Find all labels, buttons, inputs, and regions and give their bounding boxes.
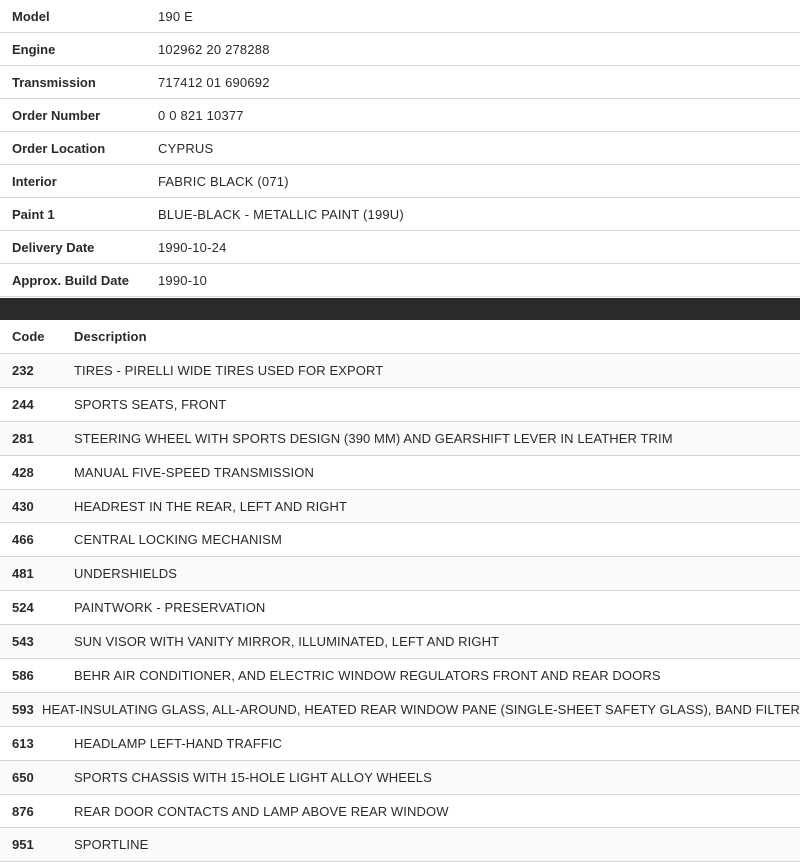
- option-code: 650: [12, 769, 34, 785]
- spec-row-transmission: [0, 66, 800, 99]
- option-code: 593: [12, 701, 34, 717]
- code-row: [0, 693, 800, 727]
- option-description: STEERING WHEEL WITH SPORTS DESIGN (390 MM) AND GEARSHIFT LEVER IN LEATHER TRIM: [74, 430, 673, 446]
- spec-value: CYPRUS: [158, 140, 214, 156]
- spec-value: 0 0 821 10377: [158, 107, 244, 123]
- vehicle-spec-table: [0, 0, 800, 297]
- option-description: SPORTS CHASSIS WITH 15-HOLE LIGHT ALLOY WHEELS: [74, 769, 432, 785]
- spec-label: Approx. Build Date: [12, 272, 130, 288]
- code-row: [0, 557, 800, 591]
- code-row: [0, 422, 800, 456]
- option-description: HEAT-INSULATING GLASS, ALL-AROUND, HEATED REAR WINDOW PANE (SINGLE-SHEET SAFETY GLASS), BAND FILTER: [41, 701, 800, 717]
- spec-label: Order Location: [12, 140, 106, 156]
- spec-value: 102962 20 278288: [158, 41, 270, 57]
- option-code: 281: [12, 430, 34, 446]
- option-code: 428: [12, 464, 34, 480]
- spec-value: 1990-10: [158, 272, 208, 288]
- option-description: HEADREST IN THE REAR, LEFT AND RIGHT: [74, 498, 348, 514]
- option-description: SPORTS SEATS, FRONT: [74, 396, 227, 412]
- option-code: 951: [12, 837, 34, 853]
- option-code: 543: [12, 634, 34, 650]
- option-description: HEADLAMP LEFT-HAND TRAFFIC: [74, 735, 282, 751]
- option-code: 876: [12, 803, 34, 819]
- option-code: 481: [12, 566, 34, 582]
- option-description: MANUAL FIVE-SPEED TRANSMISSION: [74, 464, 314, 480]
- option-description: BEHR AIR CONDITIONER, AND ELECTRIC WINDOW REGULATORS FRONT AND REAR DOORS: [74, 667, 661, 683]
- option-description: REAR DOOR CONTACTS AND LAMP ABOVE REAR WINDOW: [74, 803, 449, 819]
- code-rows: [0, 354, 800, 862]
- spec-row-build-date: [0, 264, 800, 297]
- code-row: [0, 523, 800, 557]
- option-code: 586: [12, 667, 34, 683]
- option-description: CENTRAL LOCKING MECHANISM: [74, 532, 282, 548]
- spec-label: Engine: [12, 41, 56, 57]
- option-description: TIRES - PIRELLI WIDE TIRES USED FOR EXPORT: [74, 362, 384, 378]
- spec-row-engine: [0, 33, 800, 66]
- spec-label: Transmission: [12, 74, 96, 90]
- option-description: SPORTLINE: [74, 837, 149, 853]
- code-row: [0, 761, 800, 795]
- spec-label: Delivery Date: [12, 239, 95, 255]
- spec-row-order-number: [0, 99, 800, 132]
- spec-label: Model: [12, 8, 50, 24]
- spec-label: Paint 1: [12, 206, 55, 222]
- code-row: [0, 591, 800, 625]
- option-code: 244: [12, 396, 34, 412]
- code-row: [0, 456, 800, 490]
- spec-value: 717412 01 690692: [158, 74, 270, 90]
- option-code: 232: [12, 362, 34, 378]
- spec-value: BLUE-BLACK - METALLIC PAINT (199U): [158, 206, 404, 222]
- code-row: [0, 659, 800, 693]
- spec-row-model: [0, 0, 800, 33]
- spec-label: Order Number: [12, 107, 101, 123]
- code-row: [0, 625, 800, 659]
- spec-row-delivery-date: [0, 231, 800, 264]
- option-code: 466: [12, 532, 34, 548]
- spec-row-order-location: [0, 132, 800, 165]
- header-code: Code: [12, 329, 45, 344]
- code-row: [0, 795, 800, 829]
- spec-row-interior: [0, 165, 800, 198]
- section-divider: [0, 298, 800, 320]
- spec-label: Interior: [12, 173, 57, 189]
- spec-row-paint: [0, 198, 800, 231]
- spec-value: 1990-10-24: [158, 239, 227, 255]
- code-row: [0, 388, 800, 422]
- spec-value: 190 E: [158, 8, 193, 24]
- option-code: 430: [12, 498, 34, 514]
- option-codes-table: [0, 320, 800, 862]
- code-row: [0, 828, 800, 862]
- code-row: [0, 354, 800, 388]
- spec-value: FABRIC BLACK (071): [158, 173, 289, 189]
- option-description: UNDERSHIELDS: [74, 566, 178, 582]
- header-description: Description: [74, 329, 147, 344]
- option-code: 613: [12, 735, 34, 751]
- code-row: [0, 490, 800, 524]
- option-description: SUN VISOR WITH VANITY MIRROR, ILLUMINATED, LEFT AND RIGHT: [74, 634, 500, 650]
- code-row: [0, 727, 800, 761]
- option-code: 524: [12, 600, 34, 616]
- option-description: PAINTWORK - PRESERVATION: [74, 600, 266, 616]
- codes-table-header: [0, 320, 800, 354]
